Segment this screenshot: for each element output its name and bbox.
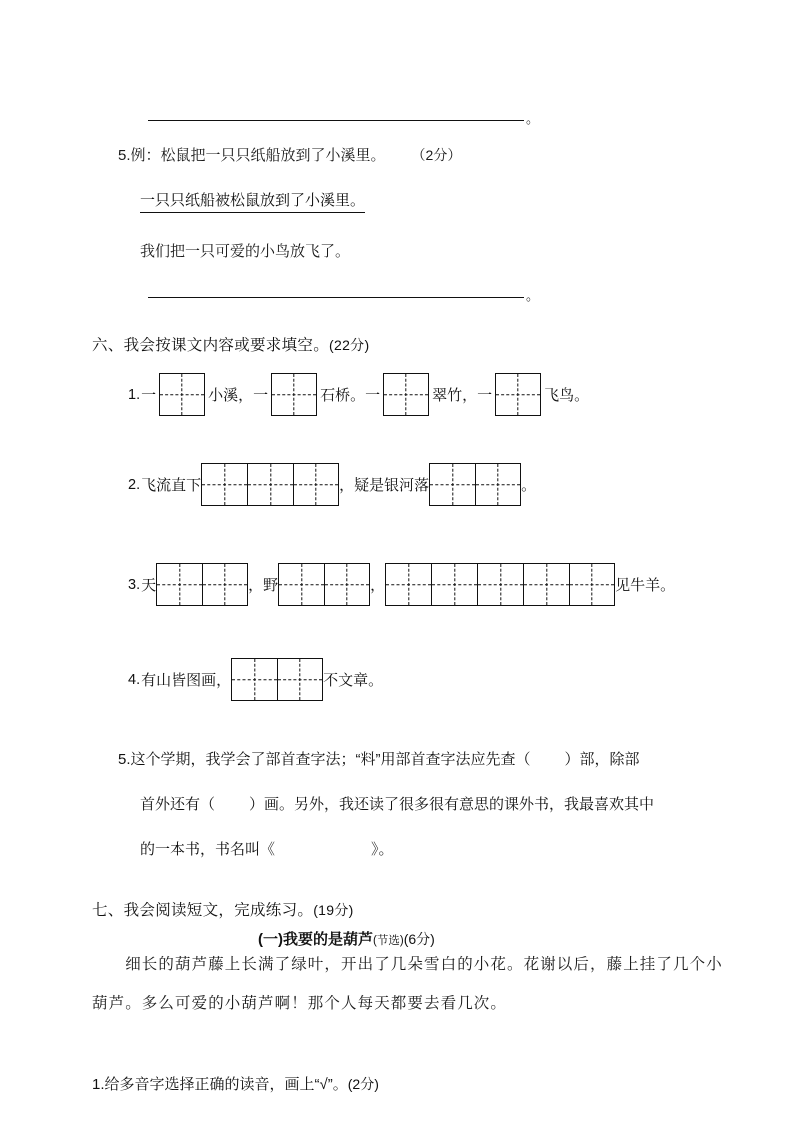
grid-cell[interactable] — [383, 373, 429, 416]
section-six-points: (22分) — [329, 337, 370, 353]
q2-number: 2. — [128, 476, 141, 493]
s7-q1-number: 1. — [92, 1076, 105, 1093]
q2-grid-1[interactable] — [429, 463, 521, 506]
section-six-question-3 — [128, 563, 675, 606]
grid-cell[interactable] — [429, 463, 475, 506]
q3-text-1: ，野 — [248, 577, 279, 594]
q5b-number: 5. — [118, 751, 131, 768]
grid-cell[interactable] — [231, 658, 277, 701]
q3-grid-2[interactable] — [385, 563, 615, 606]
q5-task-sentence: 我们把一只可爱的小鸟放飞了。 — [140, 243, 351, 260]
passage-line-1: 细长的葫芦藤上长满了绿叶，开出了几朵雪白的小花。花谢以后，藤上挂了几个小 — [92, 956, 723, 973]
q4-grid-0[interactable] — [231, 658, 323, 701]
grid-cell[interactable] — [247, 463, 293, 506]
q5-points: （2分） — [411, 147, 462, 163]
passage-title-points: (6分) — [403, 931, 435, 947]
grid-cell[interactable] — [202, 563, 248, 606]
s7-q1-text: 给多音字选择正确的读音，画上“√”。 — [104, 1076, 348, 1093]
grid-cell[interactable] — [277, 658, 323, 701]
q5b-line3-after: 》。 — [371, 841, 394, 858]
grid-cell[interactable] — [495, 373, 541, 416]
answer-line-q5[interactable] — [148, 297, 524, 298]
q1-grid-3[interactable] — [495, 373, 541, 416]
q2-text-2: 。 — [521, 477, 537, 494]
q5b-line1-before: 这个学期，我学会了部首查字法；“料”用部首查字法应先查（ — [130, 751, 531, 768]
section-six-question-2 — [128, 463, 536, 506]
passage-line-2: 葫芦。多么可爱的小葫芦啊！那个人每天都要去看几次。 — [92, 995, 508, 1012]
q5b-line2-after: ）画。另外，我还读了很多很有意思的课外书，我最喜欢其中 — [249, 796, 655, 813]
grid-cell[interactable] — [293, 463, 339, 506]
q2-grid-0[interactable] — [201, 463, 339, 506]
grid-cell[interactable] — [523, 563, 569, 606]
grid-cell[interactable] — [324, 563, 370, 606]
q5-prompt-text: 例：松鼠把一只只纸船放到了小溪里。 — [130, 147, 386, 164]
grid-cell[interactable] — [475, 463, 521, 506]
grid-cell[interactable] — [431, 563, 477, 606]
q4-text-0: 有山皆图画， — [141, 672, 232, 689]
q1-text-4: 飞鸟。 — [544, 387, 590, 404]
answer-line-top[interactable] — [148, 120, 524, 121]
q1-grid-0[interactable] — [159, 373, 205, 416]
section-six-title: 六、我会按课文内容或要求填空。 — [92, 337, 330, 354]
grid-cell[interactable] — [159, 373, 205, 416]
q1-text-1: 小溪，一 — [208, 387, 269, 404]
passage-title-note: (节选) — [373, 935, 404, 947]
q2-text-0: 飞流直下 — [141, 477, 202, 494]
q3-text-0: 天 — [141, 577, 157, 594]
q2-text-1: ，疑是银河落 — [339, 477, 430, 494]
q1-text-2: 石桥。一 — [320, 387, 381, 404]
grid-cell[interactable] — [271, 373, 317, 416]
q1-text-3: 翠竹，一 — [432, 387, 493, 404]
answer-line-top-period: 。 — [526, 111, 540, 126]
section-seven-heading — [92, 898, 354, 920]
section-seven-title: 七、我会阅读短文，完成练习。 — [92, 902, 314, 919]
section-six-heading — [92, 333, 369, 355]
grid-cell[interactable] — [201, 463, 247, 506]
passage-title — [258, 928, 435, 949]
q3-grid-0[interactable] — [156, 563, 248, 606]
passage-title-prefix: (一) — [258, 931, 283, 948]
q5-sample-answer: 一只只纸船被松鼠放到了小溪里。 — [140, 189, 365, 213]
q3-grid-1[interactable] — [278, 563, 370, 606]
q3-text-2: ， — [370, 577, 386, 594]
s7-q1-points: (2分) — [347, 1076, 379, 1092]
q3-text-3: 见牛羊。 — [615, 577, 676, 594]
section-six-question-5-line-2 — [140, 793, 654, 814]
q1-grid-2[interactable] — [383, 373, 429, 416]
q4-text-1: 不文章。 — [323, 672, 384, 689]
grid-cell[interactable] — [569, 563, 615, 606]
section-seven-points: (19分) — [313, 902, 354, 918]
section-six-question-4 — [128, 658, 383, 701]
answer-line-q5-period: 。 — [526, 288, 540, 303]
passage-title-text: 我要的是葫芦 — [283, 931, 374, 948]
q5b-line3-before: 的一本书，书名叫《 — [140, 841, 276, 858]
q4-number: 4. — [128, 671, 141, 688]
grid-cell[interactable] — [156, 563, 202, 606]
q1-grid-1[interactable] — [271, 373, 317, 416]
q5-prompt-row — [118, 144, 461, 165]
q1-text-0: 一 — [141, 387, 157, 404]
q5-number: 5. — [118, 147, 131, 164]
q3-number: 3. — [128, 576, 141, 593]
section-six-question-5-line-3 — [140, 838, 394, 859]
grid-cell[interactable] — [477, 563, 523, 606]
q5b-line1-after: ）部，除部 — [564, 751, 640, 768]
q1-number: 1. — [128, 386, 141, 403]
section-seven-question-1 — [92, 1073, 379, 1094]
q5b-line2-before: 首外还有（ — [140, 796, 216, 813]
grid-cell[interactable] — [385, 563, 431, 606]
grid-cell[interactable] — [278, 563, 324, 606]
section-six-question-5-line-1 — [118, 748, 640, 769]
section-six-question-1 — [128, 373, 589, 416]
